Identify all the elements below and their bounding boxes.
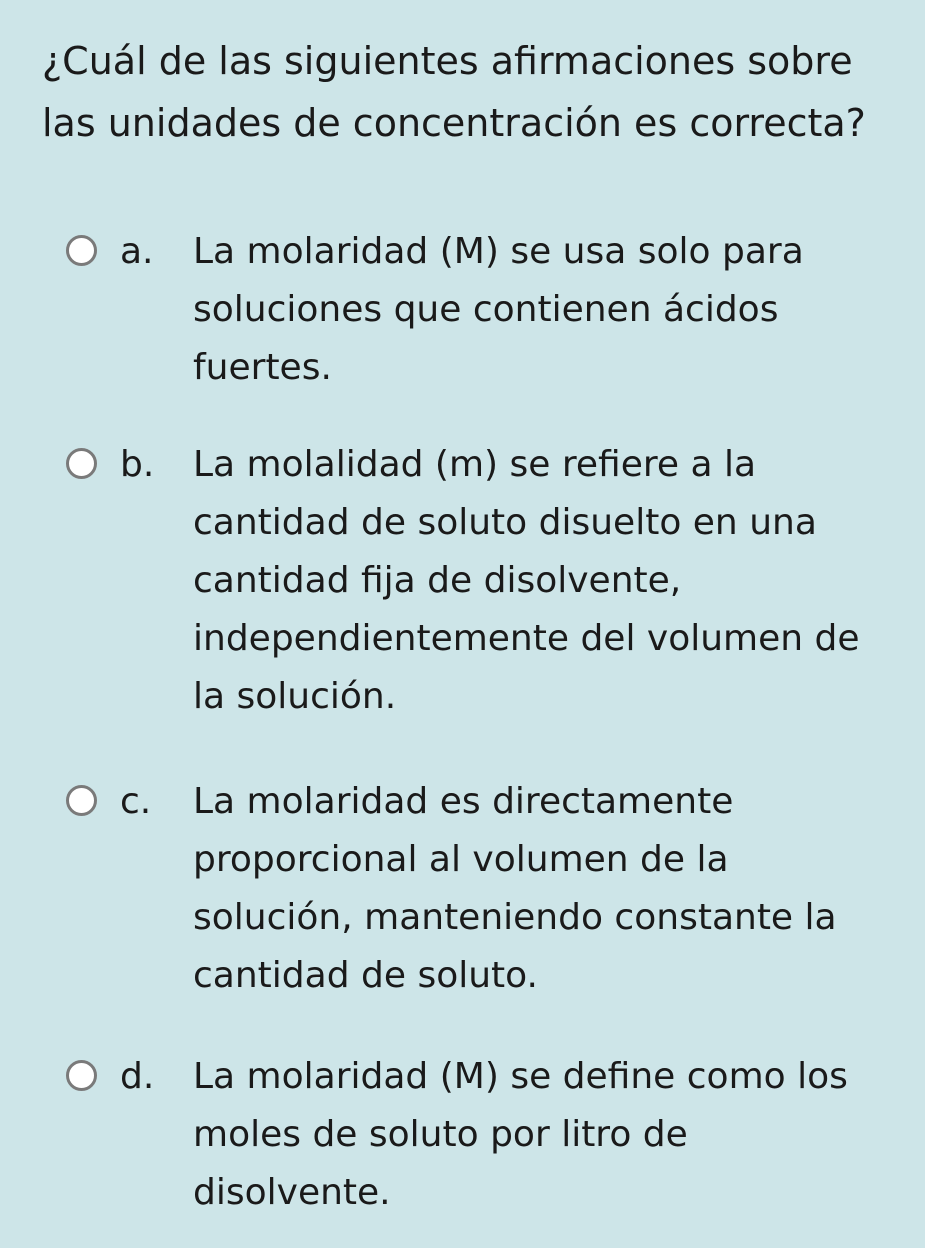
option-letter-c: c.	[120, 781, 152, 822]
option-letter-d: d.	[120, 1056, 155, 1097]
question-text: ¿Cuál de las siguientes afirmaciones sobre las unidades de concentración es correcta?	[42, 39, 866, 145]
radio-button-d[interactable]	[66, 1060, 97, 1091]
option-text-b: La molalidad (m) se refiere a la cantidad de soluto disuelto en una cantidad fija de disolvente, independientemente del volumen de la solución.	[193, 444, 860, 717]
radio-button-b[interactable]	[66, 448, 97, 479]
option-letter-a: a.	[120, 231, 154, 272]
option-text-a: La molaridad (M) se usa solo para soluciones que contienen ácidos fuertes.	[193, 231, 804, 388]
option-text-c: La molaridad es directamente proporcional al volumen de la solución, manteniendo constante la cantidad de soluto.	[193, 781, 837, 996]
radio-button-a[interactable]	[66, 235, 97, 266]
radio-button-c[interactable]	[66, 785, 97, 816]
option-letter-b: b.	[120, 444, 155, 485]
option-text-d: La molaridad (M) se define como los moles de soluto por litro de disolvente.	[193, 1056, 848, 1213]
